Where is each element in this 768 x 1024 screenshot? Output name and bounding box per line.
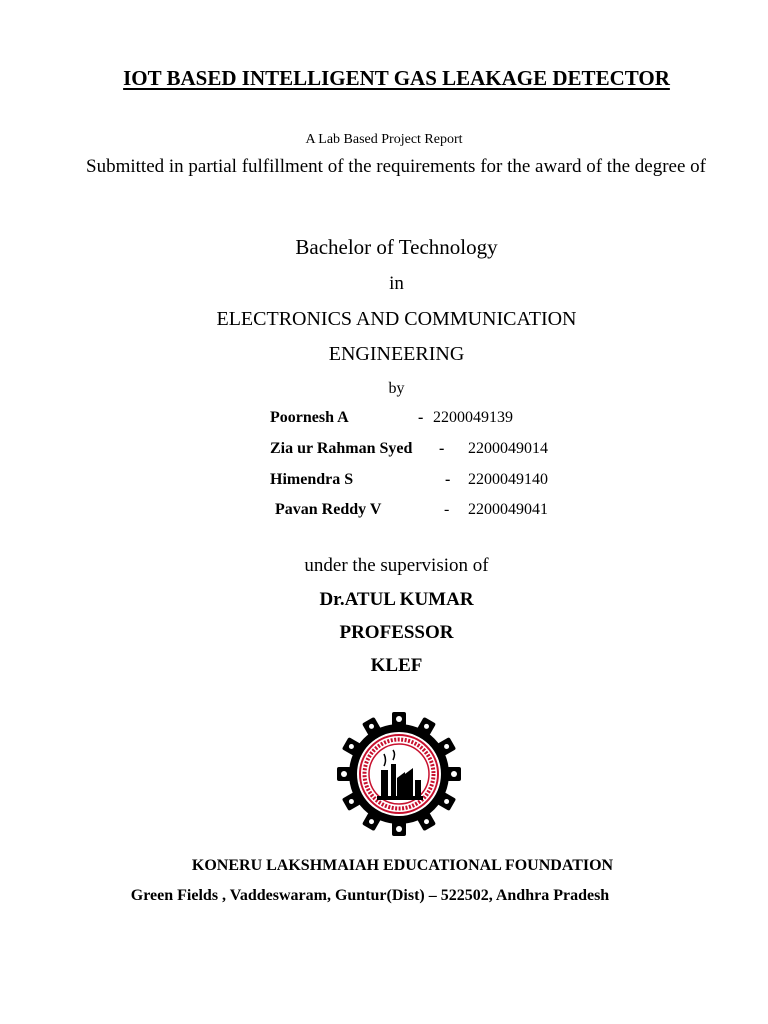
member-id: 2200049041 bbox=[468, 501, 548, 518]
submitted-statement: Submitted in partial fulfillment of the requirements for the award of the degree of bbox=[86, 156, 706, 177]
member-name: Zia ur Rahman Syed bbox=[270, 440, 413, 457]
member-dash: - bbox=[418, 409, 424, 426]
supervisor-name: Dr.ATUL KUMAR bbox=[319, 589, 474, 610]
branch-line-1: ELECTRONICS AND COMMUNICATION bbox=[216, 308, 577, 330]
in-word: in bbox=[389, 273, 404, 294]
member-dash: - bbox=[439, 440, 445, 457]
member-id: 2200049139 bbox=[433, 409, 513, 426]
supervision-intro: under the supervision of bbox=[304, 555, 489, 576]
member-name: Pavan Reddy V bbox=[275, 501, 382, 518]
foundation-address: Green Fields , Vaddeswaram, Guntur(Dist) – 522502, Andhra Pradesh bbox=[130, 887, 610, 904]
report-title: IOT BASED INTELLIGENT GAS LEAKAGE DETECTOR bbox=[123, 66, 670, 90]
supervisor-title: PROFESSOR bbox=[339, 622, 454, 643]
member-dash: - bbox=[445, 471, 451, 488]
report-subtitle: A Lab Based Project Report bbox=[305, 132, 463, 147]
branch-line-2: ENGINEERING bbox=[328, 343, 465, 365]
degree-name: Bachelor of Technology bbox=[295, 235, 498, 259]
member-id: 2200049014 bbox=[468, 440, 548, 457]
by-word: by bbox=[388, 380, 405, 397]
klef-emblem-icon bbox=[337, 712, 461, 836]
member-dash: - bbox=[444, 501, 450, 518]
foundation-name: KONERU LAKSHMAIAH EDUCATIONAL FOUNDATION bbox=[191, 857, 614, 874]
supervisor-org: KLEF bbox=[370, 655, 423, 676]
member-name: Poornesh A bbox=[270, 409, 349, 426]
member-id: 2200049140 bbox=[468, 471, 548, 488]
member-name: Himendra S bbox=[270, 471, 354, 488]
